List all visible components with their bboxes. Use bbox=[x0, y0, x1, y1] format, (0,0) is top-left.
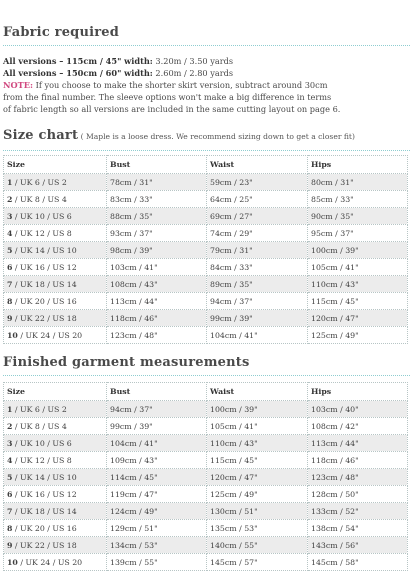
size-label: / UK 10 / US 6 bbox=[12, 211, 72, 221]
size-chart-table bbox=[3, 155, 408, 344]
waist-cell: 84cm / 33" bbox=[207, 259, 308, 276]
column-header-bust: Bust bbox=[107, 383, 207, 401]
size-cell bbox=[4, 469, 107, 486]
fabric-line-115-label: All versions – 115cm / 45" width: bbox=[3, 56, 153, 66]
size-cell bbox=[4, 310, 107, 327]
hips-cell: 113cm / 44" bbox=[308, 435, 408, 452]
finished-header-row bbox=[4, 383, 408, 401]
waist-cell: 94cm / 37" bbox=[207, 293, 308, 310]
fabric-note-line-2: from the final number. The sleeve options won't make a big difference in terms bbox=[3, 92, 332, 102]
size-cell bbox=[4, 225, 107, 242]
hips-cell: 145cm / 58" bbox=[308, 554, 408, 571]
finished-measurements-heading: Finished garment measurements bbox=[3, 355, 250, 370]
size-number: 9 bbox=[7, 540, 13, 550]
waist-cell: 135cm / 53" bbox=[207, 520, 308, 537]
size-number: 7 bbox=[7, 506, 13, 516]
size-cell bbox=[4, 452, 107, 469]
bust-cell: 118cm / 46" bbox=[107, 310, 207, 327]
note-text-1: If you choose to make the shorter skirt version, subtract around 30cm bbox=[32, 80, 328, 90]
table-row bbox=[4, 469, 408, 486]
bust-cell: 104cm / 41" bbox=[107, 435, 207, 452]
fabric-heading-divider bbox=[3, 45, 410, 46]
size-label: / UK 22 / US 18 bbox=[12, 540, 77, 550]
size-label: / UK 14 / US 10 bbox=[12, 472, 77, 482]
hips-cell: 105cm / 41" bbox=[308, 259, 408, 276]
column-header-waist: Waist bbox=[207, 156, 308, 174]
size-number: 4 bbox=[7, 455, 13, 465]
bust-cell: 78cm / 31" bbox=[107, 174, 207, 191]
table-row bbox=[4, 191, 408, 208]
size-number: 10 bbox=[7, 557, 18, 567]
table-row bbox=[4, 486, 408, 503]
hips-cell: 100cm / 39" bbox=[308, 242, 408, 259]
waist-cell: 99cm / 39" bbox=[207, 310, 308, 327]
size-number: 5 bbox=[7, 245, 13, 255]
size-cell bbox=[4, 242, 107, 259]
table-row bbox=[4, 452, 408, 469]
size-label: / UK 8 / US 4 bbox=[12, 194, 67, 204]
waist-cell: 105cm / 41" bbox=[207, 418, 308, 435]
waist-cell: 74cm / 29" bbox=[207, 225, 308, 242]
table-row bbox=[4, 554, 408, 571]
size-cell bbox=[4, 554, 107, 571]
waist-cell: 110cm / 43" bbox=[207, 435, 308, 452]
size-label: / UK 24 / US 20 bbox=[17, 557, 83, 567]
table-row bbox=[4, 537, 408, 554]
bust-cell: 83cm / 33" bbox=[107, 191, 207, 208]
hips-cell: 80cm / 31" bbox=[308, 174, 408, 191]
waist-cell: 145cm / 57" bbox=[207, 554, 308, 571]
bust-cell: 129cm / 51" bbox=[107, 520, 207, 537]
fabric-line-150-label: All versions – 150cm / 60" width: bbox=[3, 68, 153, 78]
bust-cell: 98cm / 39" bbox=[107, 242, 207, 259]
table-row bbox=[4, 276, 408, 293]
table-row bbox=[4, 242, 408, 259]
size-number: 10 bbox=[7, 330, 18, 340]
hips-cell: 123cm / 48" bbox=[308, 469, 408, 486]
size-label: / UK 12 / US 8 bbox=[12, 455, 72, 465]
bust-cell: 94cm / 37" bbox=[107, 401, 207, 418]
fabric-required-heading: Fabric required bbox=[3, 25, 120, 40]
size-number: 6 bbox=[7, 489, 13, 499]
waist-cell: 64cm / 25" bbox=[207, 191, 308, 208]
bust-cell: 99cm / 39" bbox=[107, 418, 207, 435]
size-chart-note: ( Maple is a loose dress. We recommend sizing down to get a closer fit) bbox=[78, 132, 355, 141]
bust-cell: 134cm / 53" bbox=[107, 537, 207, 554]
size-cell bbox=[4, 259, 107, 276]
waist-cell: 115cm / 45" bbox=[207, 452, 308, 469]
size-cell bbox=[4, 208, 107, 225]
column-header-waist: Waist bbox=[207, 383, 308, 401]
size-cell bbox=[4, 435, 107, 452]
bust-cell: 124cm / 49" bbox=[107, 503, 207, 520]
column-header-bust: Bust bbox=[107, 156, 207, 174]
table-row bbox=[4, 418, 408, 435]
hips-cell: 118cm / 46" bbox=[308, 452, 408, 469]
size-label: / UK 20 / US 16 bbox=[12, 523, 77, 533]
table-row bbox=[4, 310, 408, 327]
waist-cell: 79cm / 31" bbox=[207, 242, 308, 259]
size-chart-heading bbox=[3, 128, 355, 143]
hips-cell: 103cm / 40" bbox=[308, 401, 408, 418]
hips-cell: 110cm / 43" bbox=[308, 276, 408, 293]
size-label: / UK 18 / US 14 bbox=[12, 506, 77, 516]
column-header-hips: Hips bbox=[308, 383, 408, 401]
waist-cell: 100cm / 39" bbox=[207, 401, 308, 418]
size-number: 9 bbox=[7, 313, 13, 323]
size-number: 3 bbox=[7, 211, 13, 221]
finished-measurements-divider bbox=[3, 375, 410, 376]
size-chart-title: Size chart bbox=[3, 128, 79, 143]
size-number: 6 bbox=[7, 262, 13, 272]
size-number: 1 bbox=[7, 177, 13, 187]
bust-cell: 108cm / 43" bbox=[107, 276, 207, 293]
table-row bbox=[4, 435, 408, 452]
bust-cell: 88cm / 35" bbox=[107, 208, 207, 225]
fabric-note-line-1 bbox=[3, 79, 412, 91]
bust-cell: 119cm / 47" bbox=[107, 486, 207, 503]
fabric-line-115-value: 3.20m / 3.50 yards bbox=[152, 56, 234, 66]
size-number: 5 bbox=[7, 472, 13, 482]
waist-cell: 89cm / 35" bbox=[207, 276, 308, 293]
size-cell bbox=[4, 401, 107, 418]
table-row bbox=[4, 259, 408, 276]
bust-cell: 93cm / 37" bbox=[107, 225, 207, 242]
bust-cell: 114cm / 45" bbox=[107, 469, 207, 486]
size-number: 7 bbox=[7, 279, 13, 289]
size-number: 1 bbox=[7, 404, 13, 414]
column-header-size: Size bbox=[4, 383, 107, 401]
size-cell bbox=[4, 174, 107, 191]
waist-cell: 125cm / 49" bbox=[207, 486, 308, 503]
hips-cell: 120cm / 47" bbox=[308, 310, 408, 327]
bust-cell: 113cm / 44" bbox=[107, 293, 207, 310]
size-cell bbox=[4, 486, 107, 503]
waist-cell: 140cm / 55" bbox=[207, 537, 308, 554]
hips-cell: 128cm / 50" bbox=[308, 486, 408, 503]
size-chart-header-row bbox=[4, 156, 408, 174]
column-header-hips: Hips bbox=[308, 156, 408, 174]
table-row bbox=[4, 208, 408, 225]
hips-cell: 143cm / 56" bbox=[308, 537, 408, 554]
table-row bbox=[4, 503, 408, 520]
fabric-line-115 bbox=[3, 55, 412, 67]
table-row bbox=[4, 293, 408, 310]
hips-cell: 125cm / 49" bbox=[308, 327, 408, 344]
hips-cell: 85cm / 33" bbox=[308, 191, 408, 208]
fabric-note-line-3: of fabric length so all versions are included in the same cutting layout on page 6. bbox=[3, 104, 341, 114]
size-number: 2 bbox=[7, 421, 13, 431]
size-cell bbox=[4, 293, 107, 310]
waist-cell: 59cm / 23" bbox=[207, 174, 308, 191]
size-label: / UK 20 / US 16 bbox=[12, 296, 77, 306]
size-cell bbox=[4, 327, 107, 344]
size-cell bbox=[4, 503, 107, 520]
finished-measurements-table bbox=[3, 382, 408, 571]
size-number: 2 bbox=[7, 194, 13, 204]
bust-cell: 109cm / 43" bbox=[107, 452, 207, 469]
size-label: / UK 8 / US 4 bbox=[12, 421, 67, 431]
bust-cell: 139cm / 55" bbox=[107, 554, 207, 571]
fabric-line-150 bbox=[3, 67, 412, 79]
bust-cell: 103cm / 41" bbox=[107, 259, 207, 276]
size-chart-divider bbox=[3, 150, 410, 151]
size-label: / UK 16 / US 12 bbox=[12, 262, 77, 272]
size-cell bbox=[4, 537, 107, 554]
note-label: NOTE: bbox=[3, 80, 33, 90]
waist-cell: 69cm / 27" bbox=[207, 208, 308, 225]
fabric-requirements bbox=[3, 55, 412, 115]
fabric-line-150-value: 2.60m / 2.80 yards bbox=[152, 68, 234, 78]
size-number: 8 bbox=[7, 296, 13, 306]
waist-cell: 130cm / 51" bbox=[207, 503, 308, 520]
size-label: / UK 6 / US 2 bbox=[12, 404, 67, 414]
hips-cell: 138cm / 54" bbox=[308, 520, 408, 537]
size-number: 3 bbox=[7, 438, 13, 448]
hips-cell: 108cm / 42" bbox=[308, 418, 408, 435]
size-label: / UK 12 / US 8 bbox=[12, 228, 72, 238]
size-label: / UK 24 / US 20 bbox=[17, 330, 83, 340]
size-cell bbox=[4, 276, 107, 293]
size-cell bbox=[4, 191, 107, 208]
size-label: / UK 10 / US 6 bbox=[12, 438, 72, 448]
table-row bbox=[4, 225, 408, 242]
table-row bbox=[4, 520, 408, 537]
size-label: / UK 22 / US 18 bbox=[12, 313, 77, 323]
size-number: 8 bbox=[7, 523, 13, 533]
size-cell bbox=[4, 520, 107, 537]
waist-cell: 104cm / 41" bbox=[207, 327, 308, 344]
hips-cell: 115cm / 45" bbox=[308, 293, 408, 310]
bust-cell: 123cm / 48" bbox=[107, 327, 207, 344]
column-header-size: Size bbox=[4, 156, 107, 174]
table-row bbox=[4, 327, 408, 344]
table-row bbox=[4, 174, 408, 191]
size-label: / UK 6 / US 2 bbox=[12, 177, 67, 187]
size-label: / UK 14 / US 10 bbox=[12, 245, 77, 255]
size-label: / UK 18 / US 14 bbox=[12, 279, 77, 289]
size-number: 4 bbox=[7, 228, 13, 238]
size-label: / UK 16 / US 12 bbox=[12, 489, 77, 499]
waist-cell: 120cm / 47" bbox=[207, 469, 308, 486]
table-row bbox=[4, 401, 408, 418]
size-cell bbox=[4, 418, 107, 435]
hips-cell: 90cm / 35" bbox=[308, 208, 408, 225]
hips-cell: 133cm / 52" bbox=[308, 503, 408, 520]
hips-cell: 95cm / 37" bbox=[308, 225, 408, 242]
